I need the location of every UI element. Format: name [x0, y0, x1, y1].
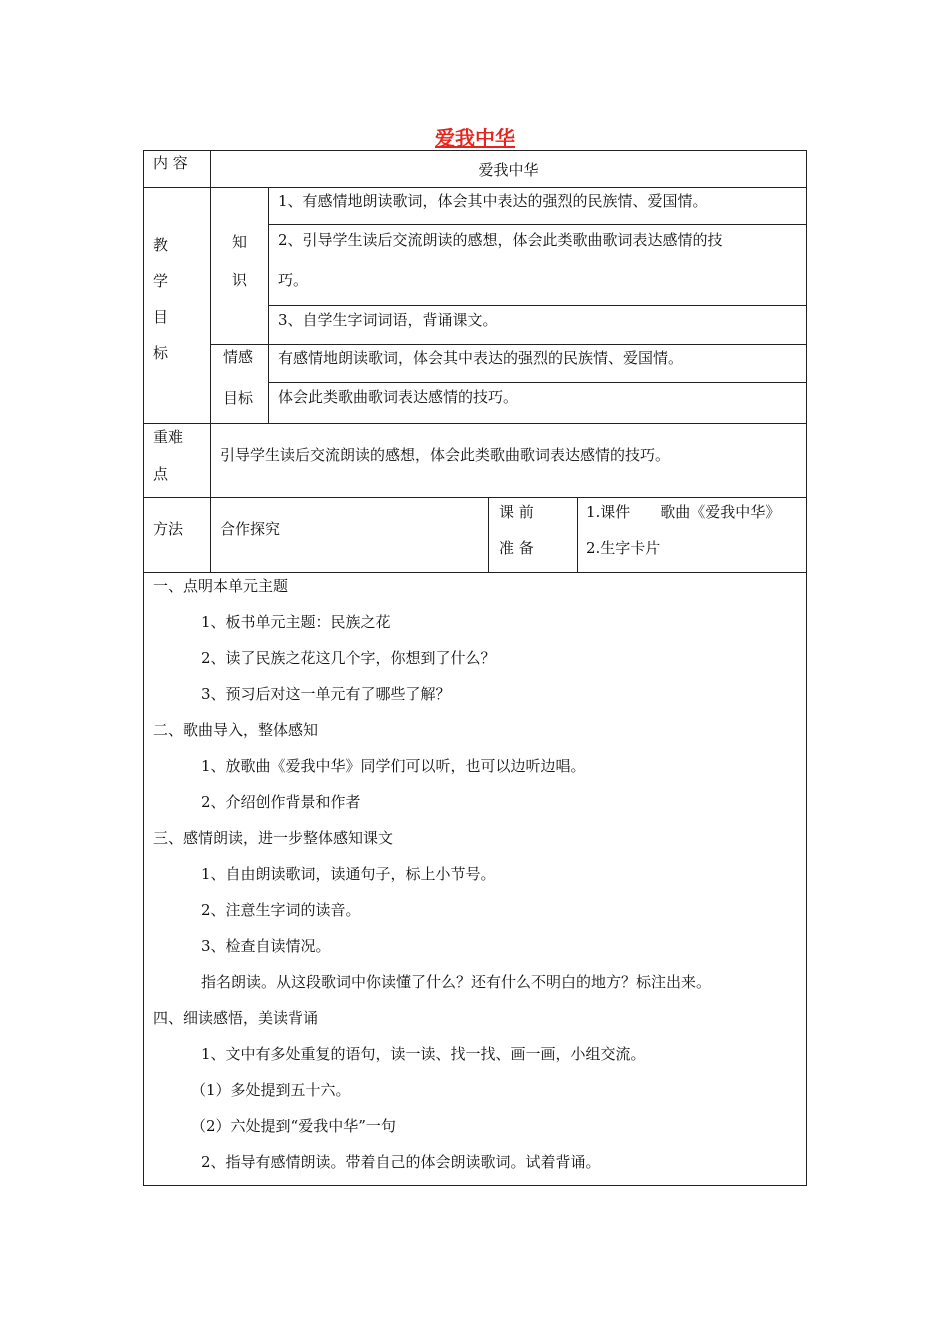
method-value: 合作探究 [220, 520, 281, 538]
objectives-label-char: 目 [153, 308, 169, 326]
prep-item: 1.课件 歌曲《爱我中华》 [586, 503, 781, 521]
objectives-label-char: 学 [153, 272, 169, 290]
table-border-right [806, 150, 807, 1186]
table-rule [210, 150, 211, 572]
content-label: 内 容 [153, 154, 188, 172]
knowledge-label-char: 识 [232, 271, 248, 289]
emotion-label: 情感 [223, 348, 254, 366]
process-heading: 二、歌曲导入，整体感知 [153, 721, 319, 739]
prep-label: 课 前 [499, 503, 534, 521]
table-rule [268, 187, 269, 423]
knowledge-label [232, 232, 247, 308]
process-line: （2）六处提到“爱我中华”一句 [191, 1117, 396, 1135]
process-line: 2、注意生字词的读音。 [201, 901, 361, 919]
emotion-item: 有感情地朗读歌词，体会其中表达的强烈的民族情、爱国情。 [278, 349, 684, 367]
table-rule [143, 572, 807, 573]
process-heading: 四、细读感悟，美读背诵 [153, 1009, 319, 1027]
knowledge-item: 1、有感情地朗读歌词，体会其中表达的强烈的民族情、爱国情。 [278, 192, 708, 210]
prep-item: 2.生字卡片 [586, 539, 661, 557]
table-rule [143, 497, 807, 498]
key-points-label: 点 [153, 465, 169, 483]
emotion-label: 目标 [223, 389, 254, 407]
process-line: 1、板书单元主题：民族之花 [201, 613, 391, 631]
table-rule [143, 187, 807, 188]
process-line: （1）多处提到五十六。 [191, 1081, 351, 1099]
table-border-bottom [143, 1185, 807, 1186]
objectives-label [153, 235, 168, 379]
table-rule [488, 497, 489, 572]
process-line: 2、指导有感情朗读。带着自己的体会朗读歌词。试着背诵。 [201, 1153, 601, 1171]
knowledge-item: 3、自学生字词词语，背诵课文。 [278, 311, 498, 329]
objectives-label-char: 标 [153, 344, 169, 362]
emotion-item: 体会此类歌曲歌词表达感情的技巧。 [278, 388, 519, 406]
process-heading: 一、点明本单元主题 [153, 577, 289, 595]
process-line: 3、检查自读情况。 [201, 937, 331, 955]
process-line: 1、文中有多处重复的语句，读一读、找一找、画一画，小组交流。 [201, 1045, 646, 1063]
key-points-label: 重难 [153, 428, 184, 446]
table-rule [210, 344, 807, 345]
process-line: 3、预习后对这一单元有了哪些了解？ [201, 685, 451, 703]
process-line: 2、介绍创作背景和作者 [201, 793, 361, 811]
table-rule [577, 497, 578, 572]
table-rule [268, 382, 807, 383]
objectives-label-char: 教 [153, 236, 169, 254]
process-line: 1、放歌曲《爱我中华》同学们可以听，也可以边听边唱。 [201, 757, 586, 775]
knowledge-item: 2、引导学生读后交流朗读的感想，体会此类歌曲歌词表达感情的技 [278, 231, 723, 249]
prep-label: 准 备 [499, 539, 534, 557]
process-line: 指名朗读。从这段歌词中你读懂了什么？还有什么不明白的地方？标注出来。 [201, 973, 712, 991]
table-rule [268, 224, 807, 225]
table-border-top [143, 150, 807, 151]
table-border-left [143, 150, 144, 1186]
process-line: 2、读了民族之花这几个字，你想到了什么？ [201, 649, 496, 667]
content-value: 爱我中华 [478, 161, 539, 179]
lesson-plan-table [143, 150, 807, 1186]
page-title: 爱我中华 [435, 126, 515, 150]
method-label: 方法 [153, 520, 184, 538]
process-heading: 三、感情朗读，进一步整体感知课文 [153, 829, 394, 847]
key-points-value: 引导学生读后交流朗读的感想，体会此类歌曲歌词表达感情的技巧。 [220, 446, 671, 464]
table-rule [143, 423, 807, 424]
knowledge-label-char: 知 [232, 233, 248, 251]
process-line: 1、自由朗读歌词，读通句子，标上小节号。 [201, 865, 496, 883]
table-rule [268, 305, 807, 306]
knowledge-item: 巧。 [278, 271, 309, 289]
